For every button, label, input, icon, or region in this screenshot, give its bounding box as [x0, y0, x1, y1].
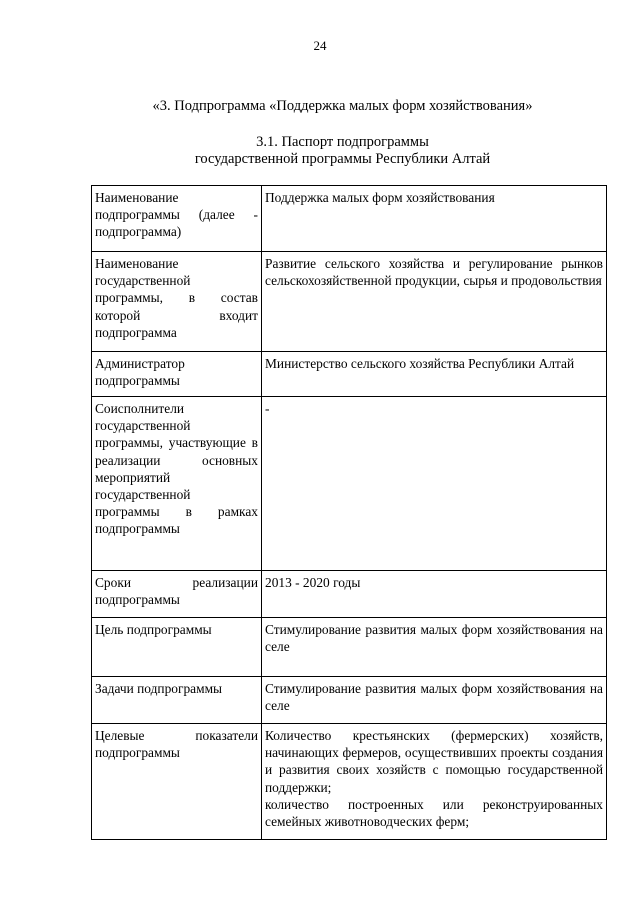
- row-value: [262, 618, 607, 677]
- table-row: [92, 571, 607, 618]
- row-value: [262, 252, 607, 352]
- row-value: [262, 397, 607, 571]
- row-value-text: Поддержка малых форм хозяйствования: [265, 190, 495, 205]
- row-label: Задачи подпрограммы: [92, 677, 262, 724]
- row-value-text: Количество крестьянских (фермерских) хозяйств, начинающих фермеров, осуществивших проекты создания и развития своих хозяйств с помощью государственной поддержки;: [265, 728, 603, 795]
- row-label: Наименование подпрограммы (далее - подпрограмма): [92, 186, 262, 252]
- row-value: [262, 677, 607, 724]
- row-label: Наименование государственной программы, в состав которой входит подпрограмма: [92, 252, 262, 352]
- table-row: [92, 186, 607, 252]
- table-row: [92, 618, 607, 677]
- row-value-text: 2013 - 2020 годы: [265, 575, 361, 590]
- row-value: [262, 724, 607, 840]
- row-value-text: Стимулирование развития малых форм хозяйствования на селе: [265, 622, 603, 655]
- row-value: [262, 571, 607, 618]
- passport-subheading: [0, 134, 640, 168]
- row-label: Соисполнители государственной программы, участвующие в реализации основных мероприятий государственной программы в рамках подпрограммы: [92, 397, 262, 571]
- row-value-text: -: [265, 401, 270, 416]
- table-row: [92, 252, 607, 352]
- subprogram-heading: «3. Подпрограмма «Поддержка малых форм хозяйствования»: [152, 98, 533, 114]
- row-value-text: количество построенных или реконструированных семейных животноводческих ферм;: [265, 796, 603, 830]
- table-row: [92, 352, 607, 397]
- row-label: Администратор подпрограммы: [92, 352, 262, 397]
- row-value: [262, 186, 607, 252]
- row-label: Целевые показатели подпрограммы: [92, 724, 262, 840]
- row-value: [262, 352, 607, 397]
- table-row: [92, 724, 607, 840]
- passport-subheading-line1: 3.1. Паспорт подпрограммы: [256, 134, 429, 150]
- row-value-text: Министерство сельского хозяйства Республики Алтай: [265, 356, 575, 371]
- page-number: 24: [313, 38, 327, 53]
- passport-table: [91, 185, 607, 840]
- row-label: Цель подпрограммы: [92, 618, 262, 677]
- row-value-text: Развитие сельского хозяйства и регулирование рынков сельскохозяйственной продукции, сырья и продовольствия: [265, 256, 603, 289]
- row-label: Сроки реализации подпрограммы: [92, 571, 262, 618]
- row-value-text: Стимулирование развития малых форм хозяйствования на селе: [265, 681, 603, 714]
- table-row: [92, 397, 607, 571]
- passport-subheading-line2: государственной программы Республики Алтай: [194, 151, 491, 167]
- table-row: [92, 677, 607, 724]
